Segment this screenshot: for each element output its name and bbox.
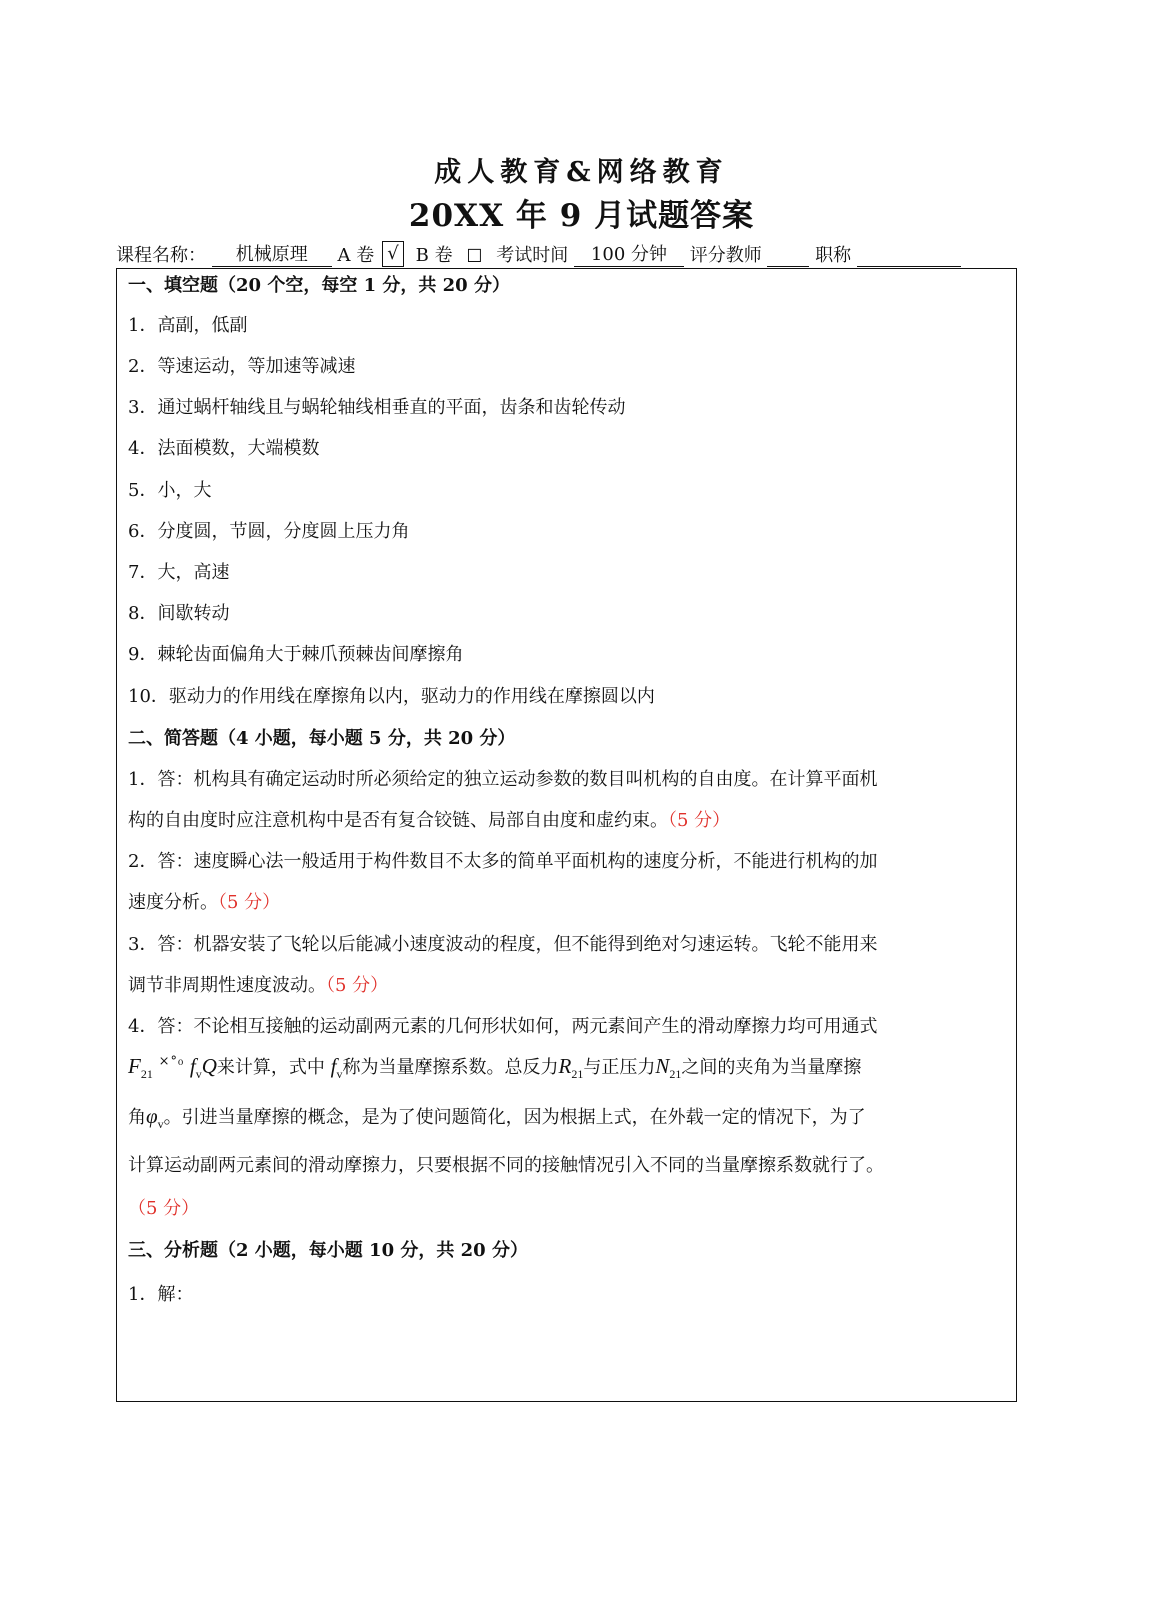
short-answer-3-text: 调节非周期性速度波动。 xyxy=(128,975,326,996)
short-answer-4-line2 xyxy=(128,1053,861,1082)
title-blank xyxy=(857,266,961,267)
short-answer-4-text-a: 来计算，式中 xyxy=(216,1057,325,1078)
time-label: 考试时间 xyxy=(496,245,569,266)
short-answer-1-line2 xyxy=(128,806,730,832)
time-value: 100 分钟 xyxy=(574,240,684,267)
short-answer-1-line1: 1．答：机构具有确定运动时所必须给定的独立运动参数的数目叫机构的自由度。在计算平面机 xyxy=(128,769,878,790)
title-label: 职称 xyxy=(815,245,852,266)
formula-N: N xyxy=(655,1054,670,1078)
fill-answer-1: 1．高副，低副 xyxy=(128,315,248,336)
score-2: （5 分） xyxy=(218,892,281,913)
formula-R: R xyxy=(558,1054,572,1078)
fill-answer-2: 2．等速运动，等加速等减速 xyxy=(128,356,356,377)
short-answer-4-text-c: 与正压力 xyxy=(583,1057,656,1078)
short-answer-2-text: 速度分析。 xyxy=(128,892,218,913)
analysis-answer-1: 1．解： xyxy=(128,1284,194,1305)
course-label: 课程名称： xyxy=(116,245,206,266)
short-answer-4-line4: 计算运动副两元素间的滑动摩擦力，只要根据不同的接触情况引入不同的当量摩擦系数就行了。 xyxy=(128,1155,884,1176)
formula-f-sub: v xyxy=(195,1067,202,1081)
fill-answer-3: 3．通过蜗杆轴线且与蜗轮轴线相垂直的平面，齿条和齿轮传动 xyxy=(128,397,626,418)
grader-blank xyxy=(767,266,809,267)
section-2-heading: 二、简答题（4 小题，每小题 5 分，共 20 分） xyxy=(128,728,516,749)
formula-R-sub: 21 xyxy=(571,1067,584,1081)
org-title: 成人教育&网络教育 xyxy=(434,157,729,188)
formula-approx-symbol: ×°₀ xyxy=(158,1054,185,1069)
formula-f: f xyxy=(189,1054,196,1078)
formula-phi: φ xyxy=(146,1104,158,1128)
score-1: （5 分） xyxy=(668,810,731,831)
formula-F: F xyxy=(128,1054,141,1078)
fill-answer-10: 10．驱动力的作用线在摩擦角以内，驱动力的作用线在摩擦圆以内 xyxy=(128,686,655,707)
section-1-heading: 一、填空题（20 个空，每空 1 分，共 20 分） xyxy=(128,275,510,296)
short-answer-4-text-f: 。引进当量摩擦的概念，是为了使问题简化，因为根据上式，在外载一定的情况下，为了 xyxy=(163,1107,866,1128)
answer-box xyxy=(116,268,1017,1402)
formula-F-sub: 21 xyxy=(140,1067,153,1081)
short-answer-4-text-e: 角 xyxy=(128,1107,146,1128)
fill-answer-7: 7．大，高速 xyxy=(128,562,230,583)
short-answer-2-line1: 2．答：速度瞬心法一般适用于构件数目不太多的简单平面机构的速度分析，不能进行机构的加 xyxy=(128,851,878,872)
formula-fv-sub: v xyxy=(336,1067,343,1081)
section-3-heading: 三、分析题（2 小题，每小题 10 分，共 20 分） xyxy=(128,1240,528,1261)
fill-answer-4: 4．法面模数，大端模数 xyxy=(128,438,320,459)
short-answer-3-line2 xyxy=(128,971,388,997)
short-answer-2-line2 xyxy=(128,888,280,914)
short-answer-1-text: 构的自由度时应注意机构中是否有复合铰链、局部自由度和虚约束。 xyxy=(128,810,668,831)
exam-title: 20XX 年 9 月试题答案 xyxy=(408,198,755,234)
fill-answer-6: 6．分度圆，节圆，分度圆上压力角 xyxy=(128,521,410,542)
fill-answer-8: 8．间歇转动 xyxy=(128,603,230,624)
short-answer-4-text-d: 之间的夹角为当量摩擦 xyxy=(681,1057,862,1078)
short-answer-4-text-b: 称为当量摩擦系数。总反力 xyxy=(342,1057,559,1078)
short-answer-4-line1: 4．答：不论相互接触的运动副两元素的几何形状如何，两元素间产生的滑动摩擦力均可用通式 xyxy=(128,1016,878,1037)
fill-answer-5: 5．小，大 xyxy=(128,480,212,501)
fill-answer-9: 9．棘轮齿面偏角大于棘爪预棘齿间摩擦角 xyxy=(128,644,464,665)
grader-label: 评分教师 xyxy=(689,245,762,266)
short-answer-3-line1: 3．答：机器安装了飞轮以后能减小速度波动的程度，但不能得到绝对匀速运转。飞轮不能用来 xyxy=(128,934,878,955)
paper-b-checkbox[interactable]: ☐ xyxy=(466,246,483,267)
formula-N-sub: 21 xyxy=(669,1067,682,1081)
paper-a-label: A 卷 xyxy=(337,245,375,266)
course-name: 机械原理 xyxy=(212,240,332,267)
paper-a-checkbox[interactable]: √ xyxy=(382,241,404,267)
score-4: （5 分） xyxy=(128,1198,200,1219)
paper-b-label: B 卷 xyxy=(415,245,453,266)
score-3: （5 分） xyxy=(326,975,389,996)
formula-fv: f xyxy=(330,1054,337,1078)
short-answer-4-line3 xyxy=(128,1103,866,1132)
exam-meta-row xyxy=(116,240,1056,268)
formula-Q: Q xyxy=(201,1054,217,1078)
formula-phi-sub: v xyxy=(157,1117,164,1131)
